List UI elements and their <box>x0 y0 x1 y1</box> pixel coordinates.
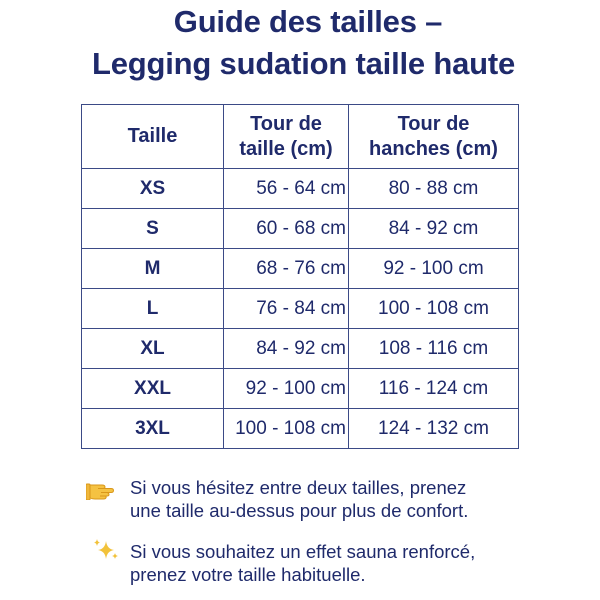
note-sauna-effect <box>130 540 590 586</box>
header-size <box>82 105 224 169</box>
header-waist-line2: taille (cm) <box>239 137 333 160</box>
table-header-row <box>82 105 519 169</box>
sparkles-icon <box>92 538 122 562</box>
hip-cell: 116 - 124 cm <box>349 369 519 409</box>
waist-cell: 76 - 84 cm <box>224 289 349 329</box>
size-cell: XXL <box>82 369 224 409</box>
note-2-line-1: Si vous souhaitez un effet sauna renforcé, <box>130 541 476 562</box>
size-cell: XS <box>82 169 224 209</box>
header-waist-line1: Tour de <box>250 112 322 135</box>
size-chart-table <box>81 104 519 449</box>
page-title: Guide des tailles – <box>173 4 443 39</box>
hip-cell: 100 - 108 cm <box>349 289 519 329</box>
table-row <box>82 369 519 409</box>
size-cell: S <box>82 209 224 249</box>
table-row <box>82 209 519 249</box>
hip-cell: 92 - 100 cm <box>349 249 519 289</box>
table-row <box>82 329 519 369</box>
header-hip-line1: Tour de <box>397 112 470 135</box>
page-subtitle: Legging sudation taille haute <box>92 46 516 81</box>
hip-cell: 84 - 92 cm <box>349 209 519 249</box>
pointing-hand-icon <box>86 476 116 500</box>
header-size-label: Taille <box>127 125 178 147</box>
table-row <box>82 249 519 289</box>
header-hip-line2: hanches (cm) <box>369 137 498 160</box>
waist-cell: 92 - 100 cm <box>224 369 349 409</box>
size-cell: L <box>82 289 224 329</box>
note-1-line-1: Si vous hésitez entre deux tailles, prenez <box>130 477 467 498</box>
note-1-line-2: une taille au-dessus pour plus de confort. <box>130 500 469 521</box>
table-row <box>82 409 519 449</box>
hip-cell: 108 - 116 cm <box>349 329 519 369</box>
table-row <box>82 289 519 329</box>
header-waist <box>224 105 349 169</box>
size-cell: M <box>82 249 224 289</box>
note-size-between <box>130 476 590 522</box>
waist-cell: 56 - 64 cm <box>224 169 349 209</box>
table-row <box>82 169 519 209</box>
hip-cell: 124 - 132 cm <box>349 409 519 449</box>
hip-cell: 80 - 88 cm <box>349 169 519 209</box>
waist-cell: 60 - 68 cm <box>224 209 349 249</box>
waist-cell: 100 - 108 cm <box>224 409 349 449</box>
size-cell: 3XL <box>82 409 224 449</box>
waist-cell: 84 - 92 cm <box>224 329 349 369</box>
size-cell: XL <box>82 329 224 369</box>
waist-cell: 68 - 76 cm <box>224 249 349 289</box>
header-hip <box>349 105 519 169</box>
note-2-line-2: prenez votre taille habituelle. <box>130 564 366 585</box>
